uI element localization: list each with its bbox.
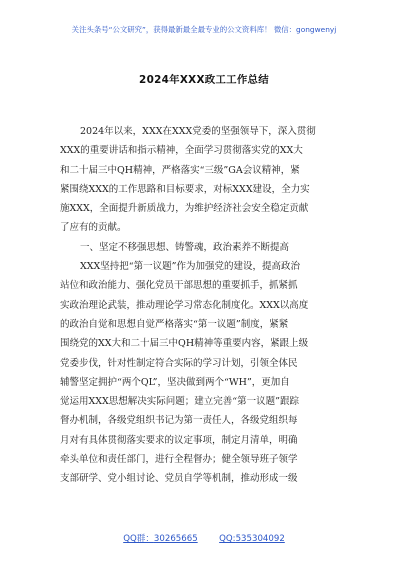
paragraph-line: 辅警坚定拥护“两个QL”，坚决做到两个“WH”，更加自 [60, 376, 290, 388]
qq-number[interactable]: 535304092 [235, 534, 285, 544]
paragraph-line: 实政治理论武装，推动理论学习常态化制度化。XXX以高度 [60, 299, 309, 311]
paragraph-line: 2024年以来，XXX在XXX党委的坚强领导下，深入贯彻 [80, 126, 316, 137]
paragraph-line: 月对有具体贯彻落实要求的议定事项，制定月清单，明确 [60, 434, 298, 446]
qq-label: QQ: [219, 534, 236, 544]
qq-group-number[interactable]: 30265665 [153, 534, 198, 544]
paragraph-line: XXX坚持把“第一议题”作为加强党的建设，提高政治 [80, 261, 301, 273]
paragraph-line: 的政治自觉和思想自觉严格落实“第一议题”制度，紧紧 [60, 318, 289, 330]
qq-group-label: QQ群： [123, 534, 154, 544]
paragraph-line: 施XXX，全面提升新质战力，为维护经济社会安全稳定贡献 [60, 203, 309, 215]
section-heading: 一、坚定不移强思想、铸警魂，政治素养不断提高 [80, 241, 290, 253]
footer-contact [0, 532, 408, 544]
paragraph-line: 了应有的贡献。 [60, 222, 127, 234]
paragraph-line: 和二十届三中QH精神，严格落实“三级”GA会议精神，紧 [60, 164, 300, 176]
paragraph-line: 觉运用XXX思想解决实际问题；建立完善“第一议题”跟踪 [60, 396, 300, 408]
document-title: 2024年XXX政工工作总结 [139, 74, 269, 86]
paragraph-line: 督办机制，各级党组织书记为第一责任人，各级党组织每 [60, 415, 298, 427]
paragraph-line: 支部研学、党小组讨论、党员自学等机制，推动形成一级 [60, 473, 298, 485]
promo-banner[interactable]: 关注头条号“公文研究”，获得最新最全最专业的公文资料库！ 微信：gongwenyj [71, 25, 337, 34]
paragraph-line: 牵头单位和责任部门，进行全程督办；健全领导班子领学 [60, 454, 298, 466]
paragraph-line: 站位和政治能力、强化党员干部思想的重要抓手，抓紧抓 [60, 280, 298, 292]
paragraph-line: 党委步伐，针对性制定符合实际的学习计划，引领全体民 [60, 357, 298, 369]
document-body [60, 122, 350, 489]
paragraph-line: 紧围绕XXX的工作思路和目标要求，对标XXX建设，全力实 [60, 183, 310, 195]
paragraph-line: 围绕党的XX大和二十届三中QH精神等重要内容，紧跟上级 [60, 338, 309, 350]
paragraph-line: XXX的重要讲话和指示精神，全面学习贯彻落实党的XX大 [60, 145, 303, 157]
